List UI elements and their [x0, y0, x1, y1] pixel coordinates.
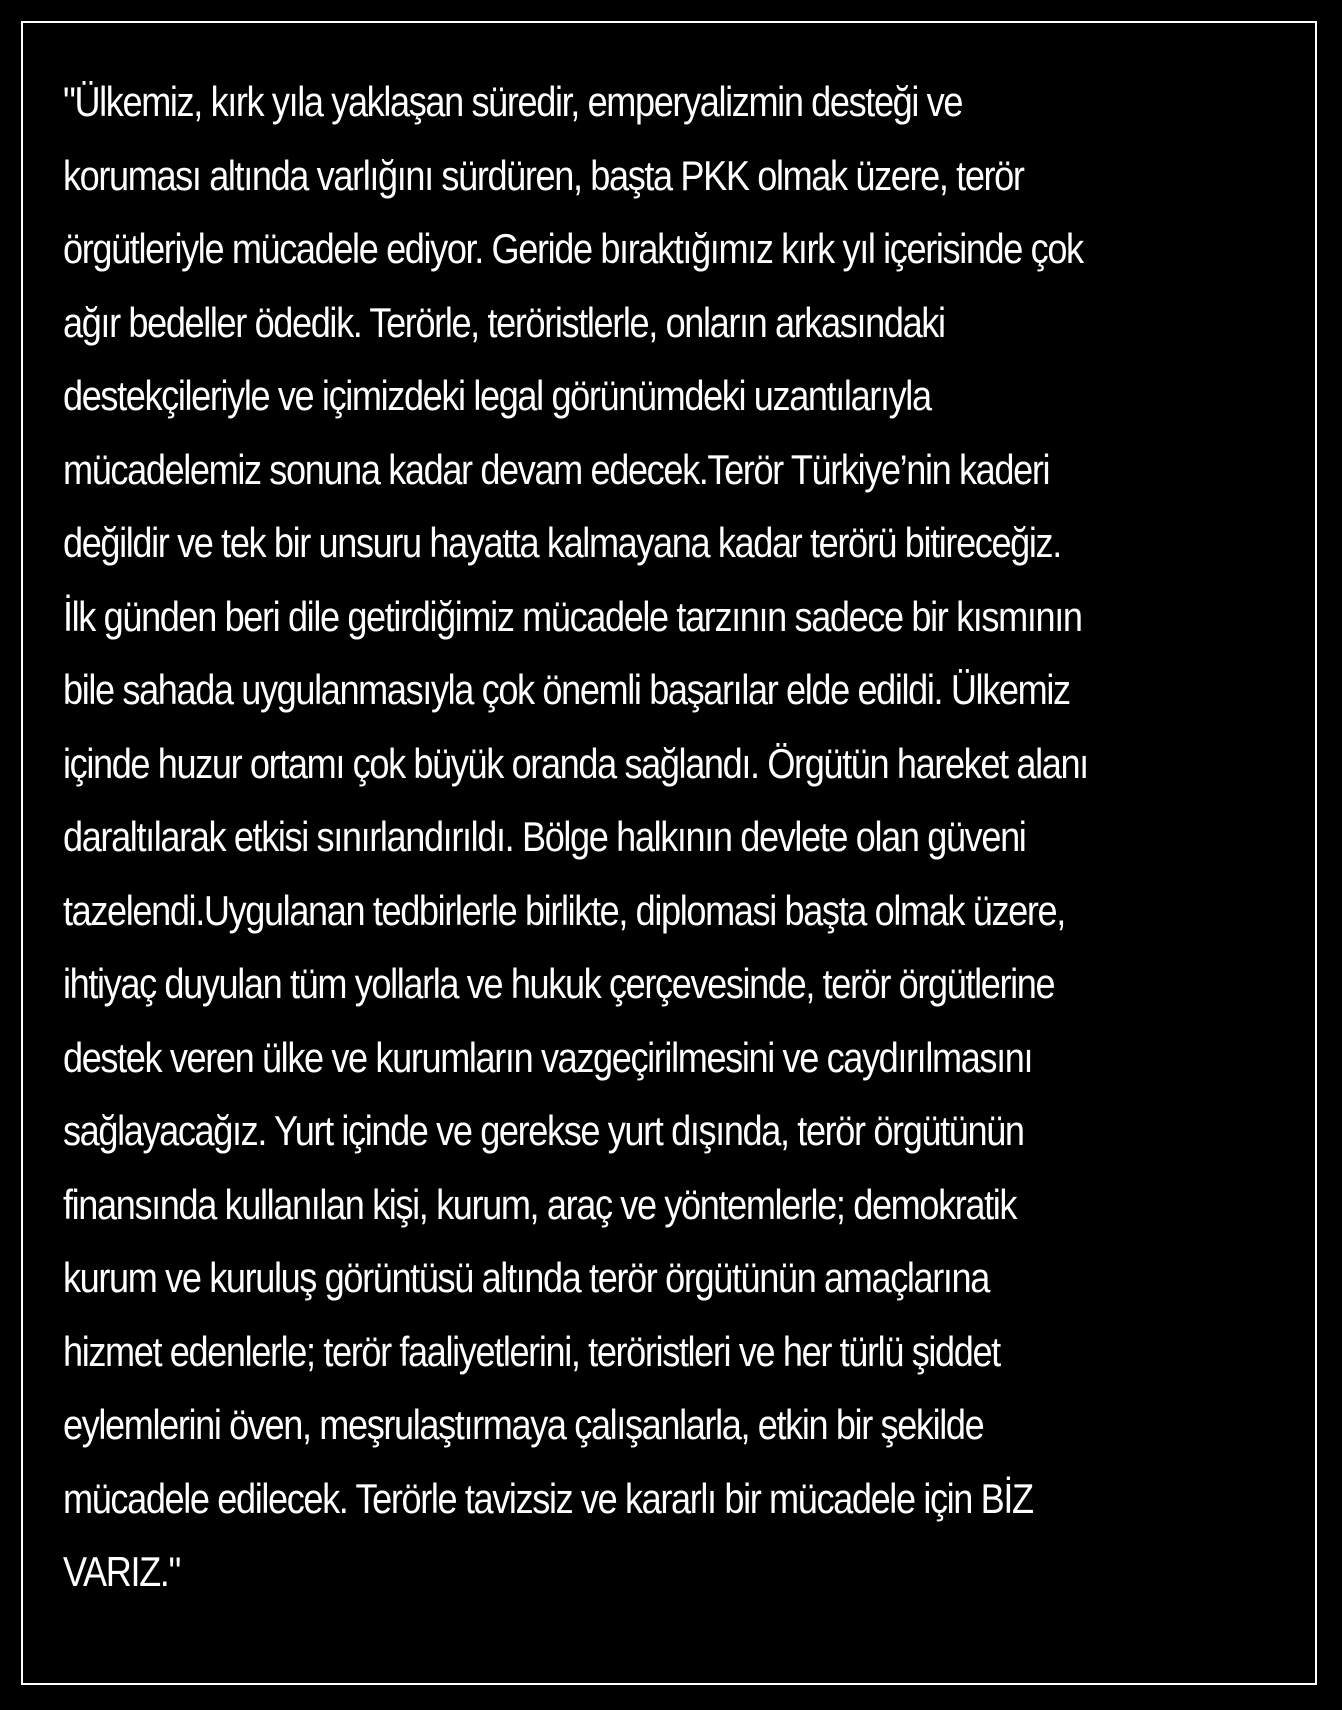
quote-line: eylemlerini öven, meşrulaştırmaya çalışanlarla, etkin bir şekilde	[63, 1401, 984, 1448]
quote-line: finansında kullanılan kişi, kurum, araç ve yöntemlerle; demokratik	[63, 1180, 1017, 1228]
quote-line: tazelendi.Uygulanan tedbirlerle birlikte, diplomasi başta olmak üzere,	[63, 886, 1065, 934]
quote-line: ağır bedeller ödedik. Terörle, teröristlerle, onların arkasındaki	[63, 298, 945, 346]
quote-line: kurum ve kuruluş görüntüsü altında terör örgütünün amaçlarına	[63, 1254, 989, 1301]
quote-line: mücadelemiz sonuna kadar devam edecek.Terör Türkiye’nin kaderi	[63, 445, 1050, 493]
quote-line: içinde huzur ortamı çok büyük oranda sağlandı. Örgütün hareket alanı	[63, 739, 1088, 787]
quote-line: mücadele edilecek. Terörle tavizsiz ve kararlı bir mücadele için BİZ	[63, 1474, 1033, 1522]
quote-line: koruması altında varlığını sürdüren, başta PKK olmak üzere, terör	[63, 151, 1024, 199]
quote-line: destekçileriyle ve içimizdeki legal görünümdeki uzantılarıyla	[63, 372, 931, 419]
quote-line: "Ülkemiz, kırk yıla yaklaşan süredir, emperyalizmin desteği ve	[63, 78, 963, 125]
quote-line: İlk günden beri dile getirdiğimiz mücadele tarzının sadece bir kısmının	[63, 592, 1082, 640]
quote-text	[63, 65, 1129, 1609]
quote-line: sağlayacağız. Yurt içinde ve gerekse yurt dışında, terör örgütünün	[63, 1107, 1024, 1154]
quote-line: destek veren ülke ve kurumların vazgeçirilmesini ve caydırılmasını	[63, 1033, 1033, 1081]
quote-line: değildir ve tek bir unsuru hayatta kalmayana kadar terörü bitireceğiz.	[63, 519, 1061, 566]
quote-line: örgütleriyle mücadele ediyor. Geride bıraktığımız kırk yıl içerisinde çok	[63, 225, 1083, 272]
quote-line: VARIZ."	[63, 1548, 180, 1595]
quote-line: hizmet edenlerle; terör faaliyetlerini, teröristleri ve her türlü şiddet	[63, 1327, 1000, 1375]
quote-frame	[21, 21, 1317, 1685]
quote-line: daraltılarak etkisi sınırlandırıldı. Bölge halkının devlete olan güveni	[63, 813, 1026, 860]
quote-line: bile sahada uygulanmasıyla çok önemli başarılar elde edildi. Ülkemiz	[63, 666, 1070, 713]
quote-line: ihtiyaç duyulan tüm yollarla ve hukuk çerçevesinde, terör örgütlerine	[63, 960, 1055, 1007]
